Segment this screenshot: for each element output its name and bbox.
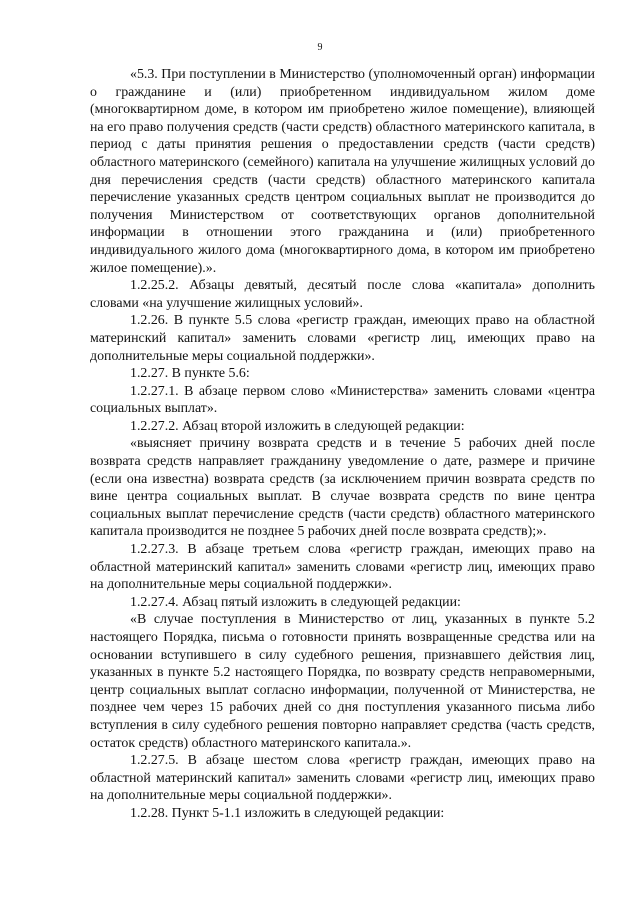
- paragraph-1-2-25-2: 1.2.25.2. Абзацы девятый, десятый после слова «капитала» дополнить словами «на улучшение жилищных условий».: [90, 278, 595, 311]
- paragraph-quote-repeat-transfer: «В случае поступления в Министерство от лиц, указанных в пункте 5.2 настоящего Порядка, письма о готовности принять возвращенные средства или на основании вступившего в силу судебного решения, признавшего действия лиц, указанных в пункте 5.2 настоящего Порядка, по возврату средств неправомерными, центр социальных выплат согласно информации, полученной от Министерства, не позднее чем через 15 рабочих дней со дня поступления указанного письма либо вступления в силу судебного решения повторно направляет средства (часть средств, остаток средств) областного материнского капитала.».: [90, 612, 595, 751]
- paragraph-1-2-27-2: 1.2.27.2. Абзац второй изложить в следующей редакции:: [130, 418, 465, 434]
- paragraph-quote-5-3: «5.3. При поступлении в Министерство (уполномоченный орган) информации о гражданине и (или) приобретенном индивидуальном жилом доме (многоквартирном доме, в котором им приобретено жилое помещение), влияющей на его право получения средств (части средств) областного материнского капитала, в период с даты принятия решения о предоставлении средств (части средств) областного материнского (семейного) капитала на улучшение жилищных условий до дня перечисления средств (части средств) областного материнского капитала перечисление указанных средств центром социальных выплат не производится до получения Министерством от соответствующих органов дополнительной информации в отношении этого гражданина и (или) приобретенного индивидуального жилого дома (многоквартирного дома, в котором им приобретено жилое помещение).».: [90, 67, 595, 276]
- paragraph-1-2-28: 1.2.28. Пункт 5-1.1 изложить в следующей редакции:: [130, 805, 445, 821]
- paragraph-1-2-27-1: 1.2.27.1. В абзаце первом слово «Министерства» заменить словами «центра социальных выплат».: [90, 383, 595, 417]
- paragraph-1-2-27-5: 1.2.27.5. В абзаце шестом слова «регистр граждан, имеющих право на областной материнский капитал» заменить словами «регистр лиц, имеющих право на дополнительные меры социальной поддержки».: [90, 753, 595, 804]
- paragraph-quote-return-reason: «выясняет причину возврата средств и в течение 5 рабочих дней после возврата средств направляет гражданину уведомление о дате, размере и причине (если она известна) возврата средств (за исключением причин возврата средств по вине центра социальных выплат. В случае возврата средств по вине центра социальных выплат перечисление средств (части средств) областного материнского капитала производится не позднее 5 рабочих дней после возврата средств);».: [90, 436, 595, 540]
- page-number: 9: [317, 42, 323, 53]
- paragraph-1-2-27-4: 1.2.27.4. Абзац пятый изложить в следующей редакции:: [130, 594, 461, 610]
- document-body: [90, 66, 595, 823]
- paragraph-1-2-27-3: 1.2.27.3. В абзаце третьем слова «регистр граждан, имеющих право на областной материнский капитал» заменить словами «регистр лиц, имеющих право на дополнительные меры социальной поддержки».: [90, 542, 595, 593]
- paragraph-1-2-26: 1.2.26. В пункте 5.5 слова «регистр граждан, имеющих право на областной материнский капитал» заменить словами «регистр лиц, имеющих право на дополнительные меры социальной поддержки».: [90, 313, 595, 364]
- paragraph-1-2-27: 1.2.27. В пункте 5.6:: [130, 366, 250, 382]
